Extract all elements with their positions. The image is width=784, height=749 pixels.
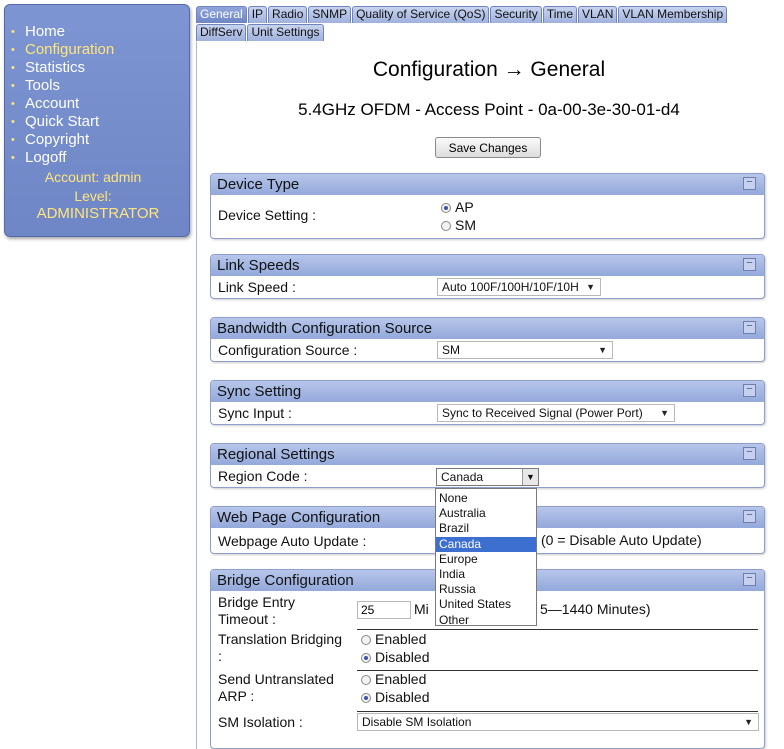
radio-sm[interactable]: [441, 217, 476, 233]
region-code-label: Region Code :: [218, 468, 308, 484]
bullet-icon: •: [11, 26, 15, 38]
device-title: 5.4GHz OFDM - Access Point - 0a-00-3e-30-01-d4: [298, 100, 680, 119]
collapse-icon[interactable]: −: [743, 447, 756, 460]
link-speeds-section: [210, 254, 765, 299]
bullet-icon: •: [11, 62, 15, 74]
config-source-label: Configuration Source :: [218, 342, 358, 358]
tab-ip[interactable]: IP: [248, 6, 267, 23]
radio-label: SM: [455, 217, 476, 233]
section-header: [211, 444, 764, 465]
config-source-select[interactable]: [437, 341, 613, 359]
section-header: [211, 318, 764, 339]
nav-item-label: Tools: [25, 77, 61, 94]
send-untranslated-arp-label: Send Untranslated ARP :: [218, 671, 334, 704]
dropdown-option[interactable]: Europe: [439, 551, 478, 566]
bandwidth-config-section: [210, 317, 765, 362]
page-title: Configuration → General: [372, 58, 606, 81]
nav-item-label: Statistics: [25, 59, 86, 76]
tab-snmp[interactable]: SNMP: [308, 6, 351, 23]
tab-diffserv[interactable]: DiffServ: [196, 24, 246, 41]
radio-label: Enabled: [375, 631, 427, 647]
select-value: Canada: [441, 470, 484, 484]
account-name: Account: admin: [44, 169, 142, 185]
radio-selected-icon: [361, 693, 371, 703]
dropdown-arrow-icon: ▼: [586, 282, 595, 292]
bullet-icon: •: [11, 134, 15, 146]
nav-item-label: Quick Start: [25, 113, 100, 130]
sync-input-label: Sync Input :: [218, 405, 292, 421]
bridge-timeout-unit: Mi: [414, 601, 429, 617]
bullet-icon: •: [11, 152, 15, 164]
collapse-icon[interactable]: −: [743, 573, 756, 586]
dropdown-option-selected[interactable]: Canada: [436, 537, 536, 552]
section-title: Sync Setting: [217, 383, 302, 400]
collapse-icon[interactable]: −: [743, 384, 756, 397]
tab-bar: [196, 6, 776, 41]
bullet-icon: •: [11, 98, 15, 110]
radio-label: Disabled: [375, 649, 430, 665]
dropdown-arrow-icon: ▼: [744, 717, 753, 727]
dropdown-option[interactable]: India: [439, 566, 466, 581]
tab-qos[interactable]: Quality of Service (QoS): [352, 6, 489, 23]
section-title: Link Speeds: [217, 257, 300, 274]
bullet-icon: •: [11, 116, 15, 128]
radio-label: AP: [455, 199, 474, 215]
region-code-row: [211, 465, 764, 487]
tab-general[interactable]: General: [196, 6, 247, 23]
device-setting-label: Device Setting :: [218, 207, 317, 223]
sm-isolation-select[interactable]: [357, 713, 759, 731]
collapse-icon[interactable]: −: [743, 510, 756, 523]
bridge-timeout-range: 5—1440 Minutes): [540, 601, 651, 617]
section-header: [211, 174, 764, 195]
nav-item-copyright[interactable]: [5, 131, 189, 149]
nav-item-account[interactable]: [5, 95, 189, 113]
tab-vlan[interactable]: VLAN: [578, 6, 617, 23]
translation-bridging-label: Translation Bridging :: [218, 631, 342, 664]
nav-item-quick-start[interactable]: [5, 113, 189, 131]
nav-item-logoff[interactable]: [5, 149, 189, 167]
radio-unselected-icon: [361, 675, 371, 685]
bullet-icon: •: [11, 80, 15, 92]
dropdown-option[interactable]: Brazil: [439, 521, 470, 536]
section-title: Bandwidth Configuration Source: [217, 320, 433, 337]
radio-unselected-icon: [361, 635, 371, 645]
section-title: Regional Settings: [217, 446, 335, 463]
radio-selected-icon: [361, 653, 371, 663]
webpage-auto-update-hint: (0 = Disable Auto Update): [541, 532, 702, 548]
nav-item-label: Account: [25, 95, 80, 112]
translation-enabled-radio[interactable]: [361, 631, 426, 647]
left-nav-panel: [4, 4, 190, 237]
region-code-dropdown-list: [435, 488, 537, 626]
tab-radio[interactable]: Radio: [268, 6, 307, 23]
radio-label: Disabled: [375, 689, 430, 705]
select-value: Disable SM Isolation: [362, 715, 472, 729]
radio-selected-icon: [441, 203, 451, 213]
radio-ap[interactable]: [441, 199, 474, 215]
webpage-auto-update-label: Webpage Auto Update :: [218, 533, 367, 549]
sm-isolation-label: SM Isolation :: [218, 714, 303, 730]
dropdown-option[interactable]: Russia: [439, 582, 476, 597]
collapse-icon[interactable]: −: [743, 321, 756, 334]
nav-item-home[interactable]: [5, 23, 189, 41]
sync-input-row: [211, 402, 764, 424]
tab-row-1: [196, 6, 776, 23]
section-title: Bridge Configuration: [217, 572, 354, 589]
nav-item-label: Logoff: [25, 149, 67, 166]
dropdown-option[interactable]: Australia: [439, 506, 486, 521]
main-content: [196, 42, 780, 749]
nav-item-label: Copyright: [25, 131, 90, 148]
section-title: Web Page Configuration: [217, 509, 381, 526]
bullet-icon: •: [11, 44, 15, 56]
device-setting-row: [211, 195, 764, 239]
select-value: SM: [442, 343, 460, 357]
select-value: Auto 100F/100H/10F/10H: [442, 280, 579, 294]
link-speed-row: [211, 276, 764, 298]
tab-time[interactable]: Time: [543, 6, 577, 23]
account-level-value: ADMINISTRATOR: [36, 205, 160, 222]
collapse-icon[interactable]: −: [743, 177, 756, 190]
translation-disabled-radio[interactable]: [361, 649, 429, 665]
dropdown-arrow-icon: ▼: [660, 408, 669, 418]
bridge-entry-label: Bridge Entry Timeout :: [218, 594, 296, 627]
tab-security[interactable]: Security: [490, 6, 541, 23]
dropdown-option[interactable]: Other: [439, 612, 470, 627]
tab-unit-settings[interactable]: Unit Settings: [247, 24, 323, 41]
section-title: Device Type: [217, 176, 300, 193]
section-header: [211, 255, 764, 276]
dropdown-option[interactable]: None: [439, 491, 468, 505]
select-value: Sync to Received Signal (Power Port): [442, 406, 643, 420]
account-level-label: Level:: [74, 188, 112, 204]
link-speed-label: Link Speed :: [218, 279, 296, 295]
regional-settings-section: [210, 443, 765, 488]
dropdown-option[interactable]: United States: [439, 597, 512, 612]
tab-vlan-membership[interactable]: VLAN Membership: [618, 6, 727, 23]
nav-item-label: Configuration: [25, 41, 115, 58]
sync-input-select[interactable]: [437, 404, 675, 422]
region-code-select[interactable]: [436, 468, 539, 486]
config-source-row: [211, 339, 764, 361]
radio-unselected-icon: [441, 221, 451, 231]
tab-row-2: [196, 24, 776, 41]
link-speed-select[interactable]: [437, 278, 601, 296]
sync-setting-section: [210, 380, 765, 425]
dropdown-arrow-icon: ▼: [522, 469, 538, 485]
sm-isolation-row: [211, 711, 764, 733]
collapse-icon[interactable]: −: [743, 258, 756, 271]
nav-item-statistics[interactable]: [5, 59, 189, 77]
save-changes-button[interactable]: Save Changes: [435, 137, 541, 158]
nav-item-tools[interactable]: [5, 77, 189, 95]
radio-label: Enabled: [375, 671, 427, 687]
nav-item-configuration[interactable]: [5, 41, 189, 59]
arp-enabled-radio[interactable]: [361, 671, 426, 687]
bridge-timeout-input[interactable]: [357, 601, 411, 619]
arp-disabled-radio[interactable]: [361, 689, 429, 705]
dropdown-arrow-icon: ▼: [598, 345, 607, 355]
send-untranslated-arp-row: [211, 670, 764, 711]
translation-bridging-row: [211, 629, 764, 670]
device-type-section: [210, 173, 765, 239]
nav-item-label: Home: [25, 23, 66, 40]
section-header: [211, 381, 764, 402]
